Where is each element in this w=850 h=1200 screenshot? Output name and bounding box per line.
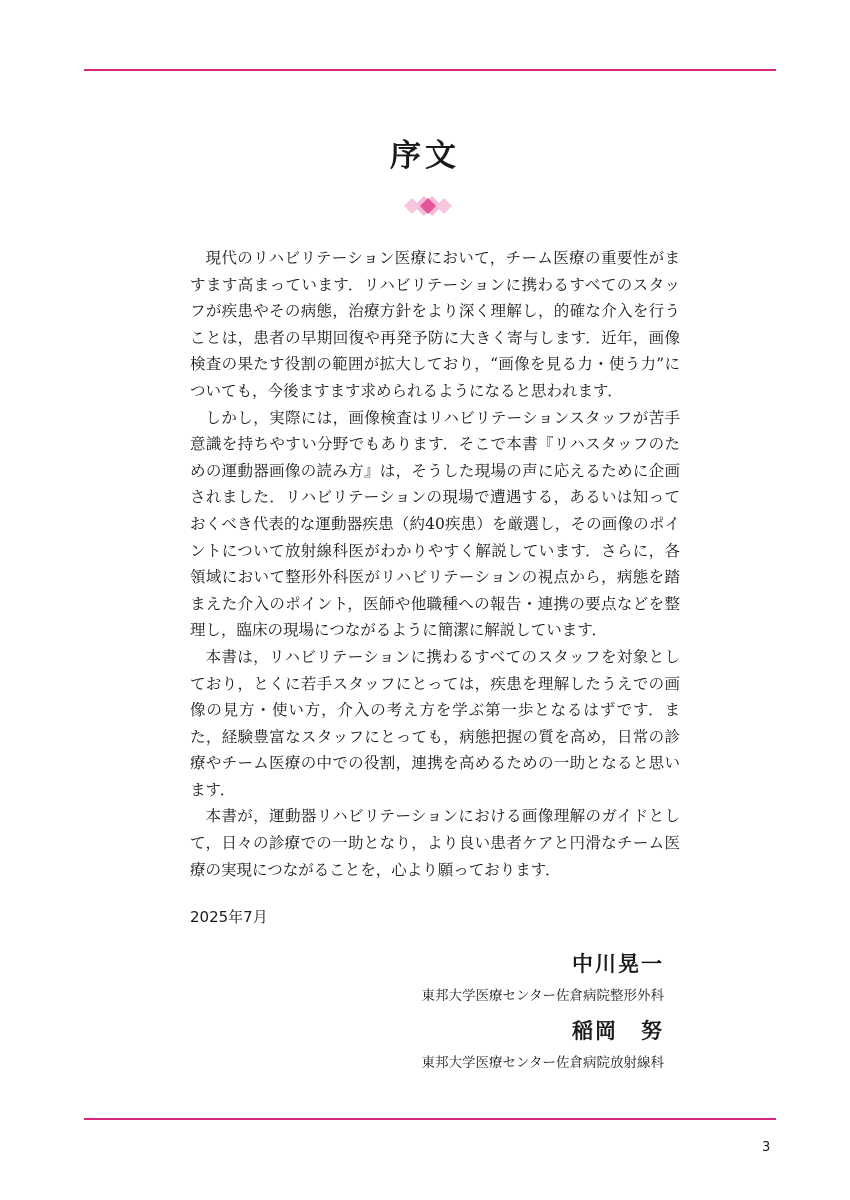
page-number: 3 xyxy=(762,1140,771,1155)
signature-block xyxy=(422,1015,664,1071)
paragraph: 本書は，リハビリテーションに携わるすべてのスタッフを対象としており，とくに若手スタッフにとっては，疾患を理解したうえでの画像の見方・使い方，介入の考え方を学ぶ第一歩となるはずです．また，経験豊富なスタッフにとっても，病態把握の質を高め，日常の診療やチーム医療の中での役割，連携を高めるための一助となると思います． xyxy=(190,647,680,799)
paragraph: 本書が，運動器リハビリテーションにおける画像理解のガイドとして，日々の診療での一助となり，より良い患者ケアと円滑なチーム医療の実現につながることを，心より願っております． xyxy=(190,807,680,879)
date: 2025年7月 xyxy=(190,908,268,926)
page-title: 序文 xyxy=(390,138,460,174)
paragraph: しかし，実際には，画像検査はリハビリテーションスタッフが苦手意識を持ちやすい分野でもあります．そこで本書『リハスタッフのための運動器画像の読み方』は，そうした現場の声に応えるために企画されました．リハビリテーションの現場で遭遇する，あるいは知っておくべき代表的な運動器疾患（約40疾患）を厳選し，その画像のポイントについて放射線科医がわかりやすく解説しています．さらに，各領域において整形外科医がリハビリテーションの視点から，病態を踏まえた介入のポイント，医師や他職種への報告・連携の要点などを整理し，臨床の現場につながるように簡潔に解説しています． xyxy=(190,408,680,640)
signature-block xyxy=(422,948,664,1004)
preface-body xyxy=(190,245,680,883)
diamond-ornament-icon xyxy=(400,190,456,222)
author-affiliation: 東邦大学医療センター佐倉病院放射線科 xyxy=(421,1055,664,1071)
paragraph: 現代のリハビリテーション医療において，チーム医療の重要性がますます高まっています．リハビリテーションに携わるすべてのスタッフが疾患やその病態，治療方針をより深く理解し，的確な介入を行うことは，患者の早期回復や再発予防に大きく寄与します．近年，画像検査の果たす役割の範囲が拡大しており，“画像を見る力・使う力”についても，今後ますます求められるようになると思われます． xyxy=(190,249,680,400)
author-affiliation: 東邦大学医療センター佐倉病院整形外科 xyxy=(421,988,664,1004)
top-rule xyxy=(84,69,776,71)
bottom-rule xyxy=(84,1118,776,1120)
author-name: 中川晃一 xyxy=(572,951,664,976)
author-name: 稲岡 努 xyxy=(572,1018,664,1043)
